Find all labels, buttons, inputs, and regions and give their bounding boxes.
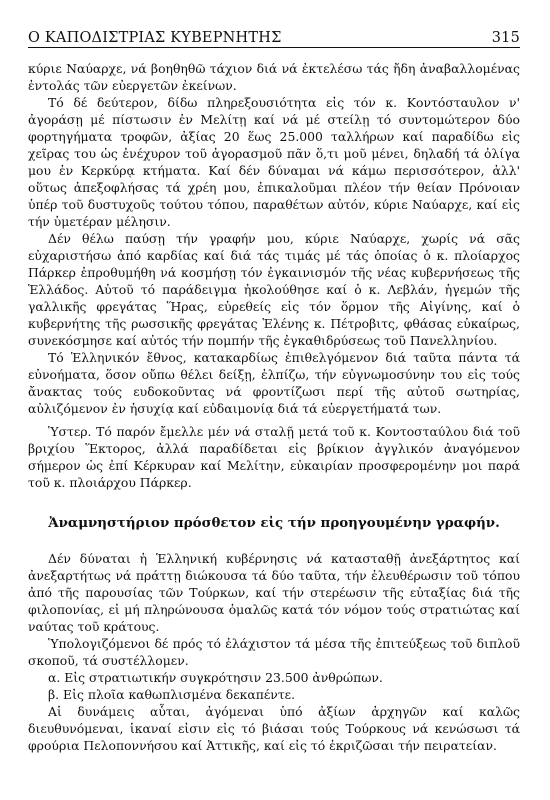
paragraph: Δέν δύναται ἡ Ἑλληνική κυβέρνησις νά κατασταθῇ ἀνεξάρτητος καί ἀνεξαρτήτως νά πράττῃ διώκουσα τά δύο ταῦτα, τήν ἐλευθέρωσιν τοῦ τόπου ἀπό τῆς παρουσίας τῶν Τούρκων, καί τήν στερέωσιν τῆς εὐταξίας διά τῆς φιλοπονίας, εἰ μή πληρώνουσα ὁμαλῶς κατά τόν νόμον τούς στρατιώτας καί ναύτας τοῦ κράτους. bbox=[28, 551, 520, 634]
section-heading: Ἀναμνηστήριον πρόσθετον εἰς τήν προηγουμένην γραφήν. bbox=[48, 515, 500, 531]
paragraph: Ὑπολογιζόμενοι δέ πρός τό ἐλάχιστον τά μέσα τῆς ἐπιτεύξεως τοῦ διπλοῦ σκοποῦ, τά συστέλλομεν. bbox=[28, 636, 520, 668]
header-rule bbox=[28, 47, 520, 48]
postscript-paragraph: Ὑστερ. Τό παρόν ἔμελλε μέν νά σταλῇ μετά τοῦ κ. Κοντοσταύλου διά τοῦ βριχίου Ἕκτορος, ἀλλά παραδίδεται εἰς βρίκιον ἀγγλικόν ἀναγόμενον σήμερον ὡς ἐπί Κέρκυραν καί Μελίτην, εὐκαιρίαν προσφερομένην μοι παρά τοῦ κ. πλοιάρχου Πάρκερ. bbox=[28, 424, 520, 490]
paragraph-continuation: κύριε Ναύαρχε, νά βοηθηθῶ τάχιον διά νά ἐκτελέσω τάς ἤδη ἀναβαλλομένας ἐντολάς τῶν εὐεργετῶν ἐκείνων. bbox=[28, 61, 520, 93]
paragraph: Δέν θέλω παύσῃ τήν γραφήν μου, κύριε Ναύαρχε, χωρίς νά σᾶς εὐχαριστήσω ἀπό καρδίας καί διά τάς τιμάς μέ τάς ὁποίας ὁ κ. πλοίαρχος Πάρκερ ἐπροθυμήθη νά κοσμήσῃ τόν ἐγκαινισμόν τῆς νέας κυβερνήσεως τῆς Ἑλλάδος. Αὐτοῦ τό παράδειγμα ἠκολούθησε καί ὁ κ. Λεβλάν, ἡγεμών τῆς γαλλικῆς φρεγάτας Ἥρας, εὑρεθείς εἰς τόν ὅρμον τῆς Αἰγίνης, καί ὁ κυβερνήτης τῆς ρωσσικῆς φρεγάτας Ἑλένης κ. Πέτροβιτς, φθάσας εὐκαίρως, συνεκόσμησε καί αὐτός τήν πομπήν τῆς ἐγκαθιδρύσεως τοῦ Πανελληνίου. bbox=[28, 231, 520, 348]
list-item-a: α. Εἰς στρατιωτικήν συγκρότησιν 23.500 ἀνθρώπων. bbox=[48, 670, 383, 685]
list-item-b: β. Εἰς πλοῖα καθωπλισμένα δεκαπέντε. bbox=[48, 687, 296, 702]
running-header bbox=[28, 22, 520, 46]
page-number: 315 bbox=[491, 30, 520, 46]
paragraph: Τό δέ δεύτερον, δίδω πληρεξουσιότητα εἰς τόν κ. Κοντόσταυλον ν' ἀγοράσῃ μέ πίστωσιν ἐν Μελίτῃ καί νά μέ στείλῃ τό συντομώτερον δύο φορτηγήματα τροφῶν, ἀξίας 20 ἕως 25.000 ταλλήρων καί παραδίδω εἰς χεῖρας του ὡς ἐνέχυρον τοῦ ἀγορασμοῦ πᾶν ὅ,τι μοῦ μένει, δηλαδή τά ὀλίγα μου ἐν Κερκύρᾳ κτήματα. Καί δέν δύναμαι νά κάμω περισσότερον, ἀλλ' οὕτως ἀπεξοφλήσας τά χρέη μου, ἐπικαλοῦμαι πλέον τήν θείαν Πρόνοιαν ὑπέρ τοῦ δυστυχοῦς τούτου τόπου, παραθέτων αὐτόν, κύριε Ναύαρχε, καί εἰς τήν ὑμετέραν μέλησιν. bbox=[28, 95, 520, 229]
page-body bbox=[28, 60, 520, 754]
paragraph: Τό Ἑλληνικόν ἔθνος, κατακαρδίως ἐπιθελγόμενον διά ταῦτα πάντα τά εὐνοήματα, ὅσον οὔπω θέλει δείξῃ, ἐλπίζω, τήν εὐγνωμοσύνην του εἰς τούς ἄνακτας τούς ευδοκοῦντας νά φροντίζωσι περί τῆς αὐτοῦ σωτηρίας, αὐλιζόμενον ἐν ἡσυχίᾳ καί εὐδαιμονίᾳ διά τά εὐεργετήματά των. bbox=[28, 350, 520, 416]
running-title: Ο ΚΑΠΟΔΙΣΤΡΙΑΣ ΚΥΒΕΡΝΗΤΗΣ bbox=[28, 30, 282, 46]
paragraph: Αἱ δυνάμεις αὗται, ἀγόμεναι ὑπό ἀξίων ἀρχηγῶν καί καλῶς διευθυνόμεναι, ἱκαναί εἰσιν εἰς τό βιάσαι τούς Τούρκους νά κενώσωσι τά φρούρια Πελοποννήσου καί Ἀττικῆς, καί εἰς τό ἐκριζῶσαι τήν πειρατείαν. bbox=[28, 704, 520, 753]
